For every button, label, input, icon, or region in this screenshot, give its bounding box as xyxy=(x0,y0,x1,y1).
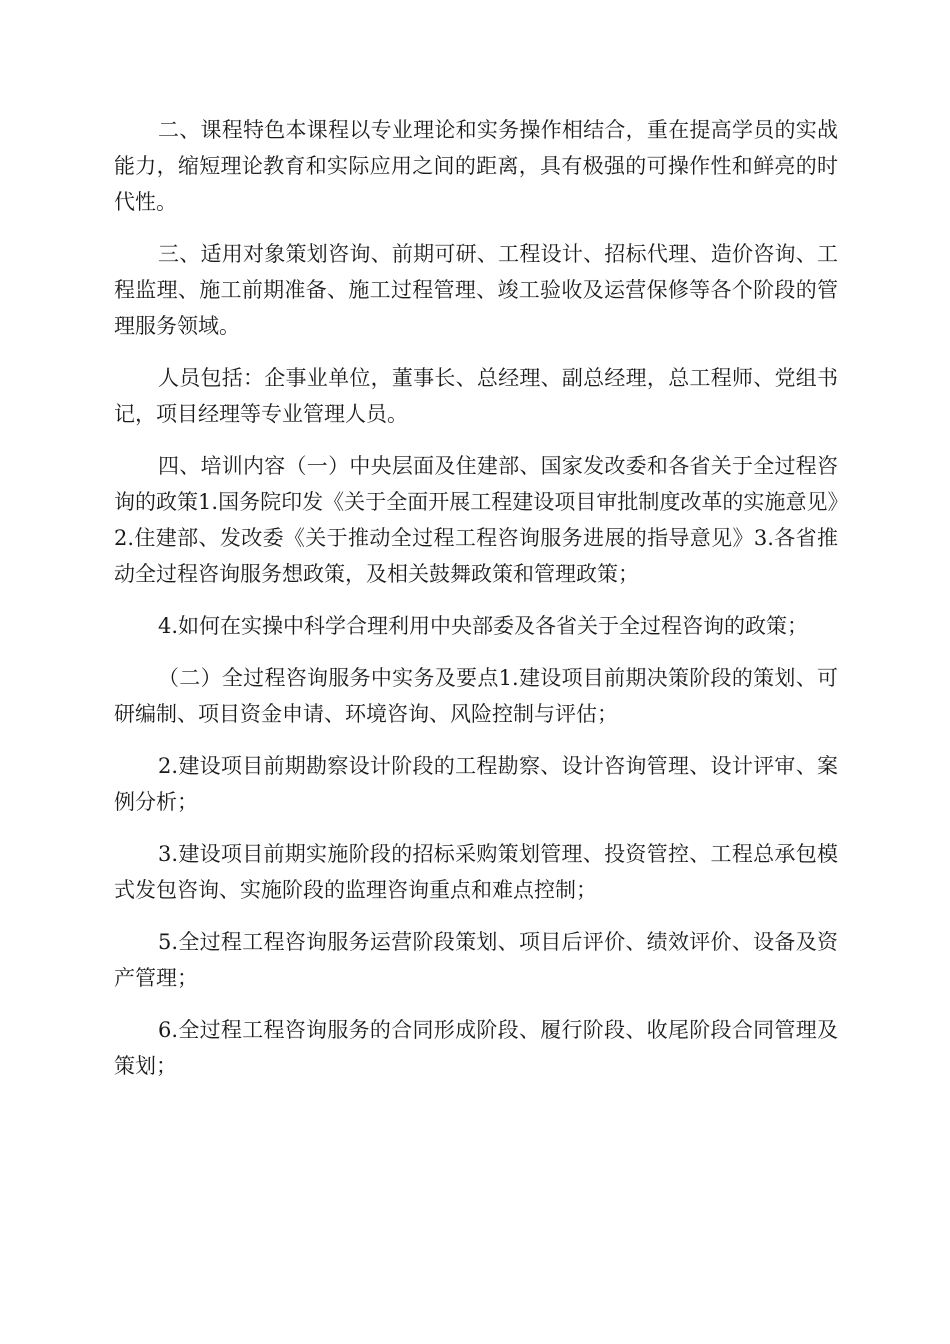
paragraph-item-2: 2.建设项目前期勘察设计阶段的工程勘察、设计咨询管理、设计评审、案例分析； xyxy=(114,754,838,814)
paragraph-item-5: 5.全过程工程咨询服务运营阶段策划、项目后评价、绩效评价、设备及资产管理； xyxy=(114,930,838,990)
paragraph-course-features: 二、课程特色本课程以专业理论和实务操作相结合，重在提高学员的实战能力，缩短理论教育和实际应用之间的距离，具有极强的可操作性和鲜亮的时代性。 xyxy=(114,118,838,214)
paragraph-item-3: 3.建设项目前期实施阶段的招标采购策划管理、投资管控、工程总承包模式发包咨询、实施阶段的监理咨询重点和难点控制； xyxy=(114,842,838,902)
paragraph-target-audience: 三、适用对象策划咨询、前期可研、工程设计、招标代理、造价咨询、工程监理、施工前期准备、施工过程管理、竣工验收及运营保修等各个阶段的管理服务领域。 xyxy=(114,242,838,338)
paragraph-personnel: 人员包括：企事业单位，董事长、总经理、副总经理，总工程师、党组书记，项目经理等专业管理人员。 xyxy=(114,366,838,426)
paragraph-item-6: 6.全过程工程咨询服务的合同形成阶段、履行阶段、收尾阶段合同管理及策划； xyxy=(114,1018,838,1078)
paragraph-training-content: 四、培训内容（一）中央层面及住建部、国家发改委和各省关于全过程咨询的政策1.国务院印发《关于全面开展工程建设项目审批制度改革的实施意见》2.住建部、发改委《关于推动全过程工程咨询服务进展的指导意见》3.各省推动全过程咨询服务想政策，及相关鼓舞政策和管理政策； xyxy=(114,454,838,586)
document-body xyxy=(114,112,838,1100)
paragraph-item-4: 4.如何在实操中科学合理利用中央部委及各省关于全过程咨询的政策； xyxy=(158,614,809,638)
paragraph-section-2-item-1: （二）全过程咨询服务中实务及要点1.建设项目前期决策阶段的策划、可研编制、项目资金申请、环境咨询、风险控制与评估； xyxy=(114,666,838,726)
